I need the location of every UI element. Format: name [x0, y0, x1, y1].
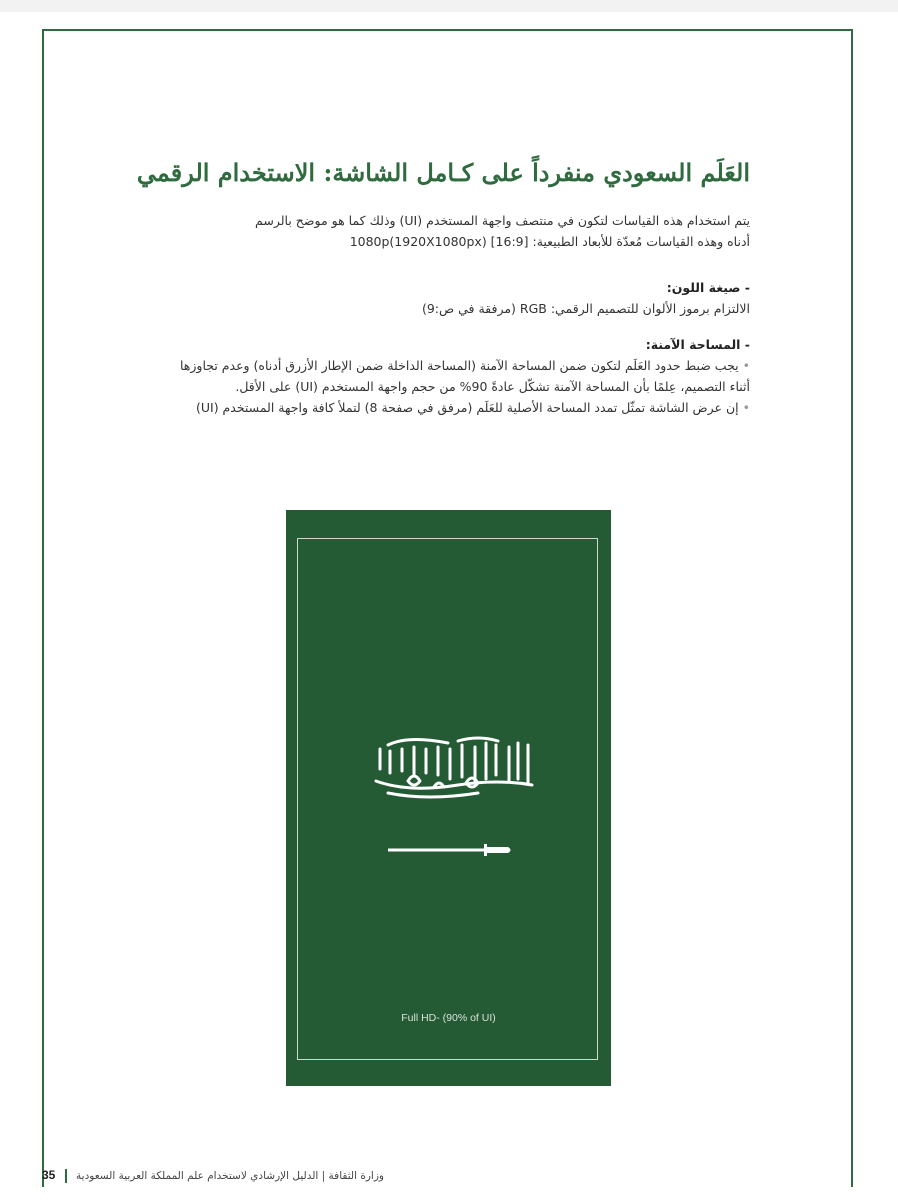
bullet-icon: • [742, 358, 750, 373]
intro-line-1: يتم استخدام هذه القياسات لتكون في منتصف واجهة المستخدم (UI) وذلك كما هو موضح بالرسم [255, 213, 750, 228]
safe-area-item-1-line-2: أثناء التصميم، عِلمًا بأن المساحة الآمنة تشكّل عادةً 90% من حجم واجهة المستخدم (UI) على الأقل. [235, 379, 750, 394]
safe-area-item-2 [120, 397, 750, 418]
intro-paragraph [120, 210, 750, 252]
footer-text: وزارة الثقافة | الدليل الإرشادي لاستخدام علم المملكة العربية السعودية [76, 1170, 384, 1182]
intro-line-2: أدناه وهذه القياسات مُعدّة للأبعاد الطبيعية: 1080p(1920X1080px) [16:9] [349, 234, 750, 249]
saudi-flag-illustration [286, 510, 611, 1086]
safe-area-item-1 [120, 355, 750, 376]
safe-area-item-2-text: إن عرض الشاشة تمثّل تمدد المساحة الأصلية للعَلَم (مرفق في صفحة 8) لتملأ كافة واجهة المستخدم (UI) [195, 400, 739, 415]
sword-icon [386, 842, 516, 858]
bullet-icon: • [742, 400, 750, 415]
footer [42, 1168, 384, 1183]
color-format-label: - صيغة اللون: [666, 280, 750, 295]
page-title: العَلَم السعودي منفرداً على كـامل الشاشة: الاستخدام الرقمي [136, 158, 750, 187]
color-format-section [120, 278, 750, 319]
safe-area-section [120, 335, 750, 418]
top-strip [0, 0, 898, 12]
safe-area-label: - المساحة الآمنة: [645, 337, 750, 352]
footer-divider [65, 1169, 67, 1183]
safe-area-item-1-line-1: يجب ضبط حدود العَلَم لتكون ضمن المساحة الآمنة (المساحة الداخلة ضمن الإطار الأزرق أدناه) وعدم تجاوزها [179, 358, 739, 373]
page-number: 35 [42, 1168, 56, 1182]
shahada-calligraphy-icon [368, 735, 538, 805]
color-format-body: الالتزام برموز الألوان للتصميم الرقمي: RGB (مرفقة في ص:9) [421, 301, 750, 316]
flag-caption: Full HD- (90% of UI) [401, 1012, 496, 1024]
